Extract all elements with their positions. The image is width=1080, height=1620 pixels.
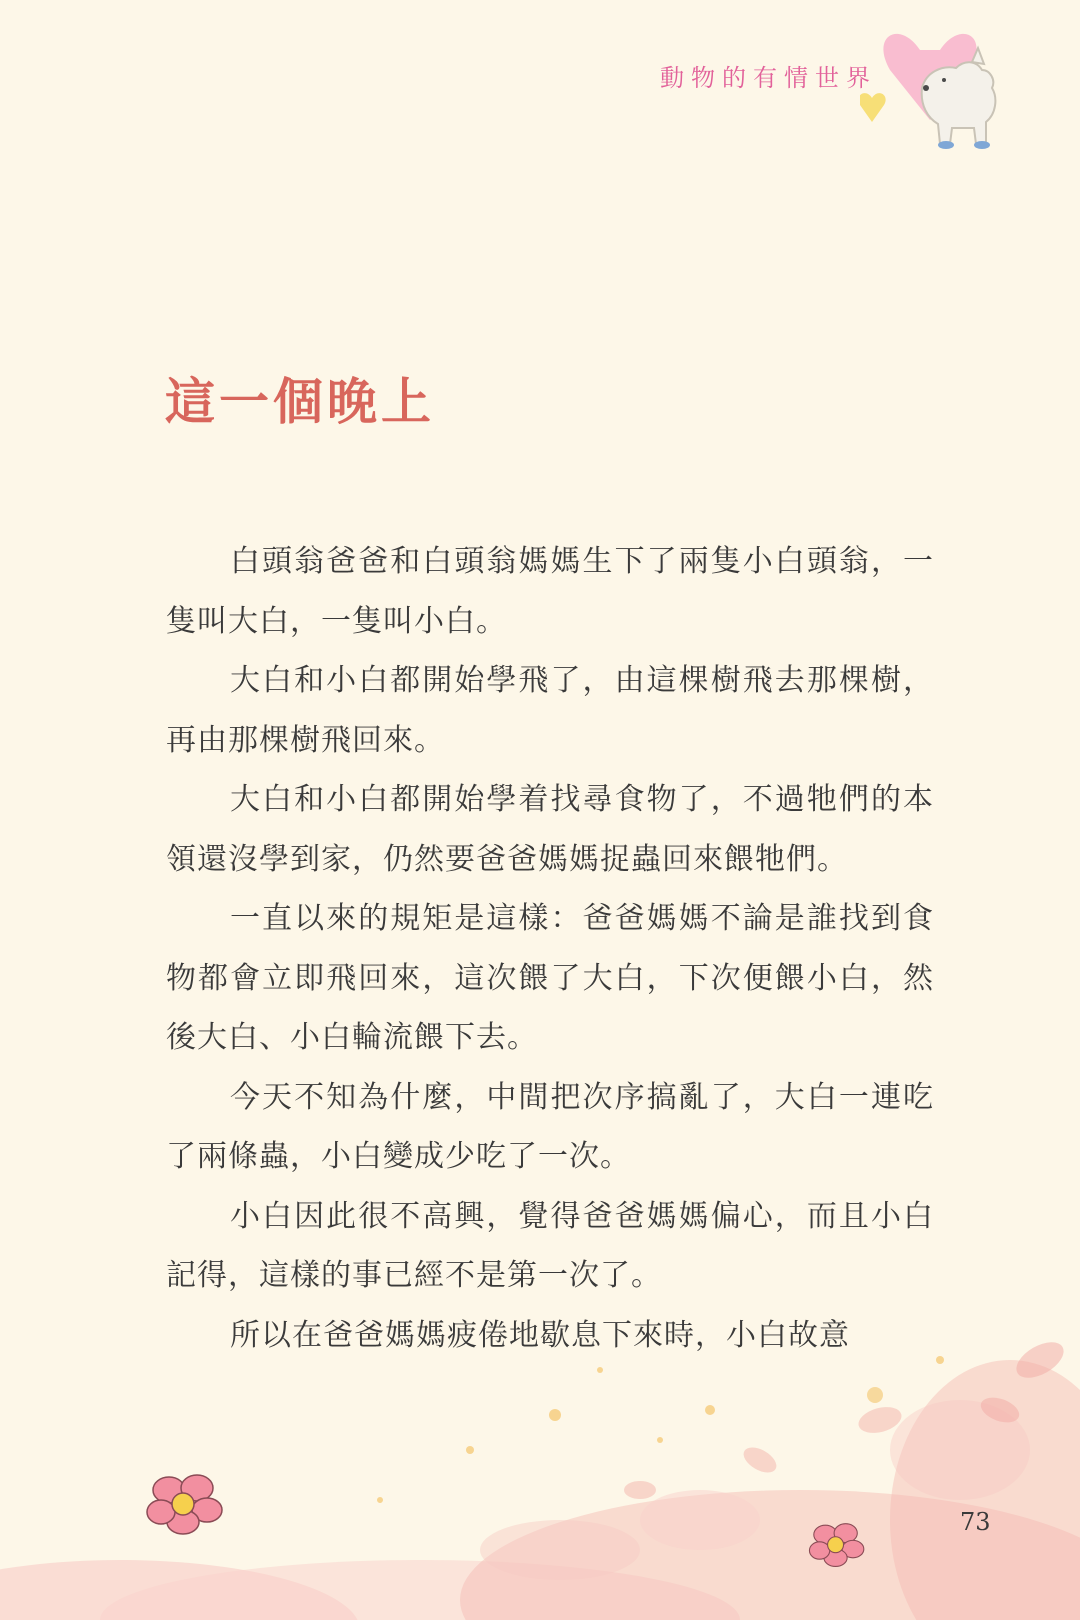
chapter-title: 這一個晚上	[165, 372, 435, 431]
paragraph: 今天不知為什麼，中間把次序搞亂了，大白一連吃了兩條蟲，小白變成少吃了一次。	[166, 1079, 934, 1174]
paragraph: 大白和小白都開始學飛了，由這棵樹飛去那棵樹，再由那棵樹飛回來。	[166, 663, 934, 758]
page-number: 73	[960, 1508, 991, 1536]
body-text	[166, 532, 934, 1365]
paragraph: 白頭翁爸爸和白頭翁媽媽生下了兩隻小白頭翁，一隻叫大白，一隻叫小白。	[166, 544, 934, 639]
paragraph: 小白因此很不高興，覺得爸爸媽媽偏心，而且小白記得，這樣的事已經不是第一次了。	[166, 1198, 934, 1293]
paragraph: 一直以來的規矩是這樣：爸爸媽媽不論是誰找到食物都會立即飛回來，這次餵了大白，下次便餵小白，然後大白、小白輪流餵下去。	[166, 901, 934, 1055]
pink-flower-icon	[145, 1468, 225, 1538]
paragraph: 大白和小白都開始學着找尋食物了，不過牠們的本領還沒學到家，仍然要爸爸媽媽捉蟲回來餵牠們。	[166, 782, 934, 877]
blossom-decoration	[0, 1300, 1080, 1620]
paragraph: 所以在爸爸媽媽疲倦地歇息下來時，小白故意	[230, 1317, 850, 1353]
running-header: 動物的有情世界	[660, 64, 877, 92]
pink-flower-icon	[808, 1518, 866, 1570]
